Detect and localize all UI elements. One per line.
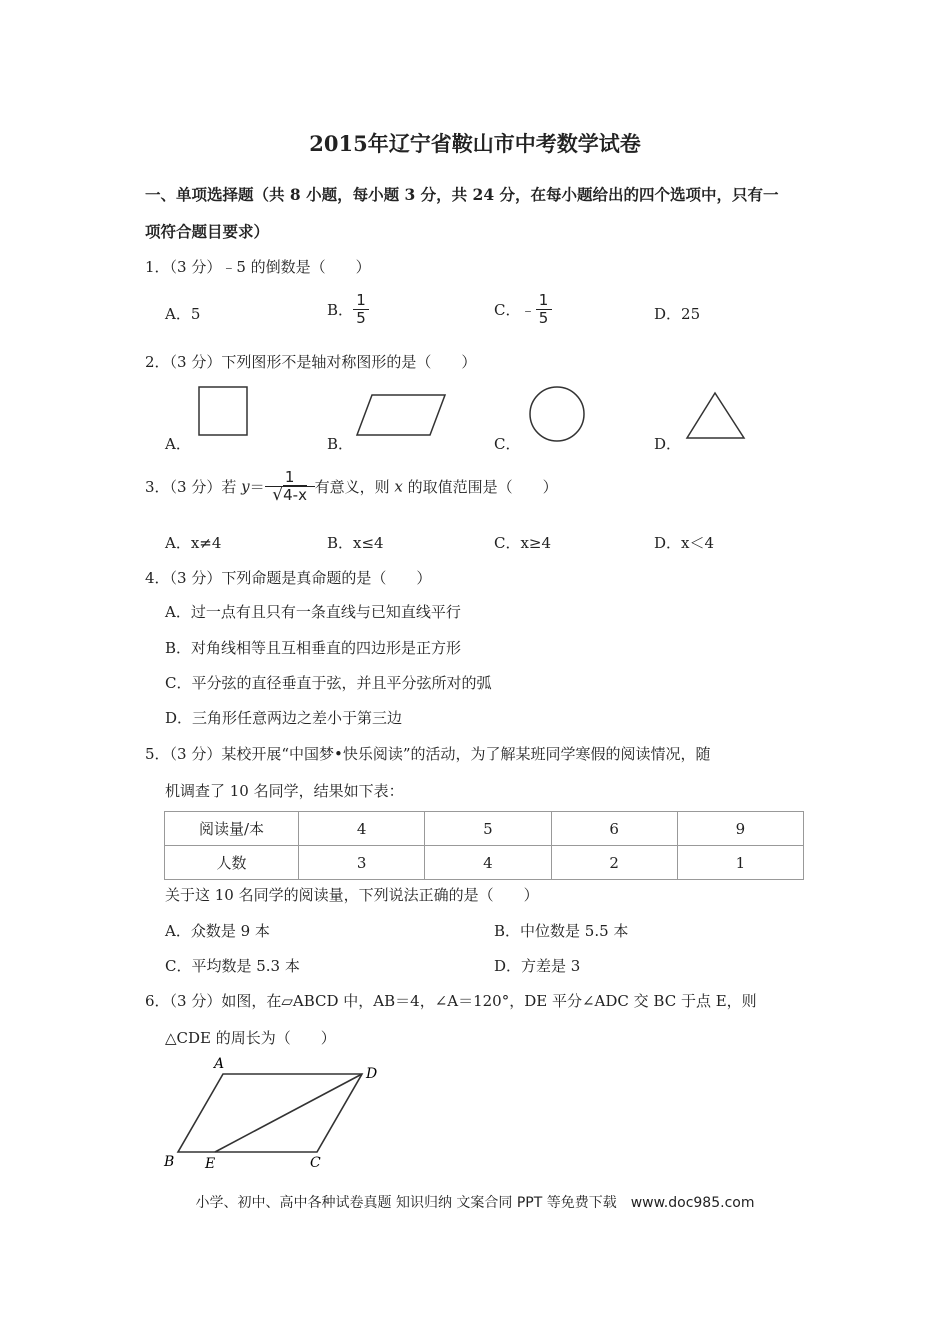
q5-option-c: C．平均数是 5.3 本 (165, 957, 300, 975)
q3-stem-prefix: 3．（3 分）若 (145, 478, 242, 496)
q4-option-d: D．三角形任意两边之差小于第三边 (165, 709, 403, 727)
reading-table (164, 811, 804, 880)
q2-option-b: B． (327, 435, 354, 453)
table-cell: 9 (677, 812, 803, 846)
q3-var-y: y (241, 477, 250, 496)
table-cell: 3 (299, 846, 425, 880)
q3-fraction (265, 470, 315, 503)
page-title: 2015年辽宁省鞍山市中考数学试卷 (309, 131, 641, 156)
section-heading-line1: 一、单项选择题（共 8 小题，每小题 3 分，共 24 分，在每小题给出的四个选项中，只有一 (145, 185, 779, 204)
label-c: C (310, 1155, 321, 1171)
q6-stem-line1: 6．（3 分）如图，在▱ABCD 中，AB＝4，∠A＝120°，DE 平分∠ADC 交 BC 于点 E，则 (145, 992, 757, 1010)
q1-c-denominator: 5 (538, 309, 549, 327)
q2-option-a: A． (165, 435, 191, 453)
q1-option-c-fraction (536, 293, 552, 326)
label-e: E (205, 1156, 216, 1172)
table-cell: 1 (677, 846, 803, 880)
q1-option-a: A．5 (165, 305, 201, 323)
q3-option-d: D．x＜4 (654, 534, 715, 552)
q2-stem: 2．（3 分）下列图形不是轴对称图形的是（ ） (145, 353, 477, 371)
table-cell: 2 (551, 846, 677, 880)
q5-after-table: 关于这 10 名同学的阅读量，下列说法正确的是（ ） (165, 886, 539, 904)
square-figure (196, 384, 252, 440)
q1-b-numerator: 1 (356, 291, 366, 309)
table-cell: 人数 (165, 846, 299, 880)
parallelogram-figure (354, 392, 449, 438)
q3-denominator-sqrt: √4-x (272, 485, 307, 505)
q1-option-b (327, 293, 369, 326)
q5-option-a: A．众数是 9 本 (165, 922, 270, 940)
table-cell: 6 (551, 812, 677, 846)
q1-option-c-prefix: C． (494, 301, 521, 319)
q3-stem (145, 470, 558, 503)
table-cell: 5 (425, 812, 551, 846)
q3-denominator: 4-x (283, 486, 307, 504)
q5-stem-line2: 机调查了 10 名同学，结果如下表： (165, 782, 404, 800)
table-row (165, 812, 804, 846)
q1-option-c-sign: ﹣ (520, 301, 536, 319)
q1-b-denominator: 5 (356, 309, 366, 327)
q5-option-d: D．方差是 3 (494, 957, 581, 975)
table-cell: 4 (425, 846, 551, 880)
label-b: B (164, 1154, 175, 1170)
q4-option-c: C．平分弦的直径垂直于弦，并且平分弦所对的弧 (165, 674, 492, 692)
label-a: A (214, 1056, 225, 1072)
q2-option-c: C． (494, 435, 521, 453)
q3-option-c: C．x≥4 (494, 534, 552, 552)
q1-option-b-prefix: B． (327, 301, 354, 319)
triangle-figure (684, 390, 748, 442)
q1-option-c (494, 293, 552, 326)
table-row (165, 846, 804, 880)
q5-stem-line1: 5．（3 分）某校开展“中国梦•快乐阅读”的活动，为了解某班同学寒假的阅读情况，随 (145, 745, 711, 763)
table-cell: 阅读量/本 (165, 812, 299, 846)
q2-option-d: D． (654, 435, 682, 453)
q1-c-numerator: 1 (538, 291, 549, 309)
circle-figure (526, 384, 588, 444)
q4-option-a: A．过一点有且只有一条直线与已知直线平行 (165, 603, 461, 621)
q3-var-x: x (394, 477, 403, 496)
q4-stem: 4．（3 分）下列命题是真命题的是（ ） (145, 569, 432, 587)
q6-stem-line2: △CDE 的周长为（ ） (165, 1029, 336, 1047)
q1-option-b-fraction (353, 293, 369, 326)
q4-option-b: B．对角线相等且互相垂直的四边形是正方形 (165, 639, 462, 657)
label-d: D (366, 1066, 378, 1082)
q3-option-a: A．x≠4 (165, 534, 222, 552)
section-heading-line2: 项符合题目要求） (145, 222, 270, 241)
q3-option-b: B．x≤4 (327, 534, 384, 552)
q5-option-b: B．中位数是 5.5 本 (494, 922, 629, 940)
table-cell: 4 (299, 812, 425, 846)
q3-numerator: 1 (284, 468, 295, 486)
q1-stem: 1．（3 分）﹣5 的倒数是（ ） (145, 258, 371, 276)
q1-option-d: D．25 (654, 305, 701, 323)
q3-stem-suffix1: 有意义，则 (314, 478, 395, 496)
footer-text: 小学、初中、高中各种试卷真题 知识归纳 文案合同 PPT 等免费下载 www.doc985.com (195, 1195, 755, 1211)
q3-stem-suffix2: 的取值范围是（ ） (402, 478, 558, 496)
parallelogram-abcd-diagram (160, 1052, 390, 1174)
q3-equals: ＝ (249, 478, 265, 496)
